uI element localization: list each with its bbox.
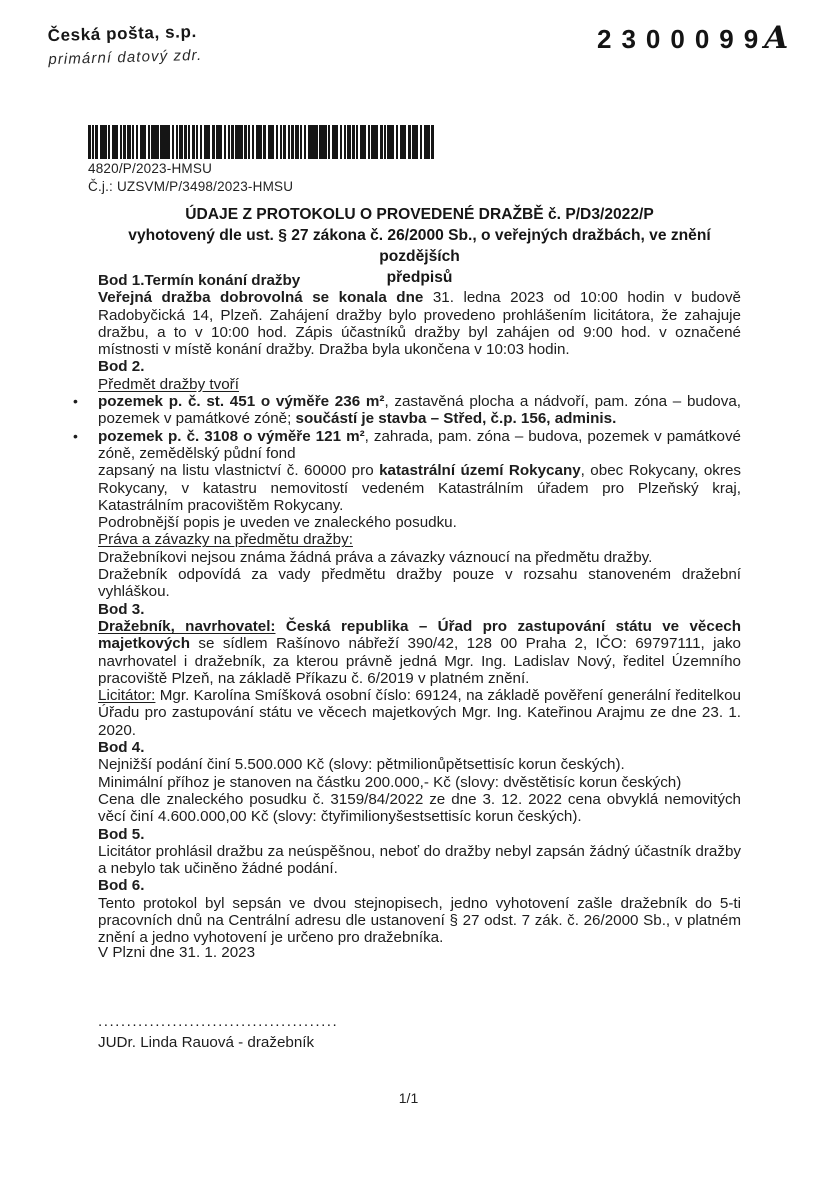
signature-block <box>98 1014 338 1051</box>
doc-number-digits: 2300099 <box>597 24 769 54</box>
bod2-heading: Bod 2. <box>98 358 145 376</box>
rights-line: Dražebník odpovídá za vady předmětu dražby pouze v rozsahu stanoveném dražební vyhláškou. <box>98 566 741 601</box>
bod1-paragraph: Veřejná dražba dobrovolná se konala dne 31. ledna 2023 od 10:00 hodin v budově Radobyčická 14, Plzeň. Zahájení dražby bylo provedeno prohlášením licitátora, že zahajuje dražbu, a to v 10:00 hod. Zápis účastníků dražby byl zahájen od 9:00 hod. v označené místnosti v místě konání dražby. Dražba byla ukončena v 10:03 hodin. <box>98 289 742 359</box>
page-number: 1/1 <box>398 1090 419 1106</box>
signature-name: JUDr. Linda Rauová - dražebník <box>98 1034 315 1051</box>
barcode-block <box>88 125 436 194</box>
stamped-document-number <box>597 20 788 56</box>
bod5-heading: Bod 5. <box>98 825 145 843</box>
bod5-paragraph: Licitátor prohlásil dražbu za neúspěšnou, neboť do dražby nebyl zapsán žádný účastník dražby a nebylo tak učiněno žádné podání. <box>98 842 741 878</box>
bod2-subheading: Předmět dražby tvoří <box>98 375 239 393</box>
rights-line: Dražebníkovi nejsou známa žádná práva a závazky váznoucí na předmětu dražby. <box>98 548 653 566</box>
bod4-line: Nejnižší podání činí 5.500.000 Kč (slovy: pětmilionůpětsettisíc korun českých). <box>98 756 625 774</box>
licitator-paragraph: Licitátor: Mgr. Karolína Smíšková osobní číslo: 69124, na základě pověření generální ředitelkou Úřadu pro zastupování státu ve věcech majetkových Mgr. Ing. Kateřinou Arajmu ze dne 23. 1. 2020. <box>98 687 741 739</box>
document-subtitle-line1: vyhotovený dle ust. § 27 zákona č. 26/2000 Sb., o veřejných dražbách, ve znění pozdějších <box>128 227 711 265</box>
bod4-line: Cena dle znaleckého posudku č. 3159/84/2022 ze dne 3. 12. 2022 cena obvyklá nemovitých věcí činí 4.600.000,00 Kč (slovy: čtyřimilionyšestsettisíc korun českých). <box>98 790 741 826</box>
stamp-subtitle: primární datový zdr. <box>48 46 203 69</box>
reference-number: Č.j.: UZSVM/P/3498/2023-HMSU <box>88 178 294 194</box>
barcode-icon <box>88 125 436 159</box>
postal-stamp <box>47 22 202 68</box>
bod3-heading: Bod 3. <box>98 600 145 618</box>
rights-heading: Práva a závazky na předmětu dražby: <box>98 531 353 549</box>
stamp-sender: Česká pošta, s.p. <box>47 21 198 46</box>
bod3-paragraph: Dražebník, navrhovatel: Česká republika – Úřad pro zastupování státu ve věcech majetkových se sídlem Rašínovo nábřeží 390/42, 128 00 Praha 2, IČO: 69797111, jako navrhovatel i dražebník, za kterou právně jedná Mgr. Ing. Ladislav Nový, ředitel Územního pracoviště Plzeň, na základě Příkazu č. 6/2019 v platném znění. <box>98 617 741 687</box>
bod6-paragraph: Tento protokol byl sepsán ve dvou stejnopisech, jedno vyhotovení zašle dražebník do 5-ti pracovních dnů na Centrální adresu dle ustanovení § 27 odst. 7 zák. č. 26/2000 Sb., v platném znění a jedno vyhotovení je určeno pro dražebníka. <box>98 894 741 947</box>
list-item: • pozemek p. č. 3108 o výměře 121 m², zahrada, pam. zóna – budova, pozemek v památkové zóně, zemědělský půdní fond <box>73 427 741 462</box>
list-item: • pozemek p. č. st. 451 o výměře 236 m², zastavěná plocha a nádvoří, pam. zóna – budova, pozemek v památkové zóně; součástí je stavba – Střed, č.p. 156, adminis. <box>73 393 741 428</box>
bullet-icon: • <box>73 393 78 410</box>
bod2-note: Podrobnější popis je uveden ve znaleckého posudku. <box>98 514 457 532</box>
doc-number-letter: A <box>764 20 789 56</box>
bod2-registry-paragraph: zapsaný na listu vlastnictví č. 60000 pro katastrální území Rokycany, obec Rokycany, okres Rokycany, v katastru nemovitostí vedeném Katastrálním úřadem pro Plzeňský kraj, Katastrálním pracovištěm Rokycany. <box>98 462 741 514</box>
barcode-number: 4820/P/2023-HMSU <box>88 161 213 176</box>
document-body <box>73 272 742 947</box>
bod4-line: Minimální příhoz je stanoven na částku 200.000,- Kč (slovy: dvěstětisíc korun českých) <box>98 773 682 791</box>
bod1-heading: Bod 1.Termín konání dražby <box>98 272 301 289</box>
document-subtitle-line2: předpisů <box>386 269 453 286</box>
signature-line: .......................................... <box>98 1013 339 1030</box>
bod4-heading: Bod 4. <box>98 739 145 757</box>
bod6-heading: Bod 6. <box>98 877 145 895</box>
document-title: ÚDAJE Z PROTOKOLU O PROVEDENÉ DRAŽBĚ č. P/D3/2022/P <box>185 206 654 223</box>
auction-subject-list <box>73 393 741 462</box>
bullet-icon: • <box>73 427 78 444</box>
place-date-line: V Plzni dne 31. 1. 2023 <box>98 944 256 961</box>
